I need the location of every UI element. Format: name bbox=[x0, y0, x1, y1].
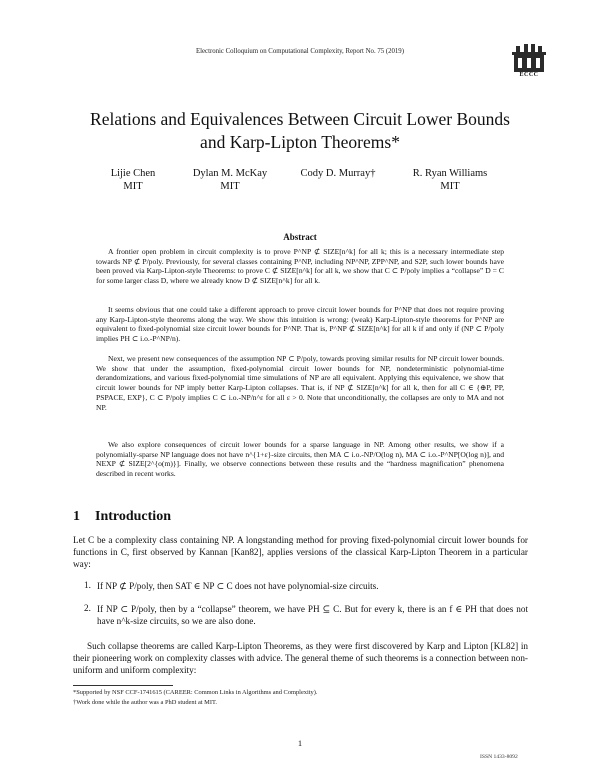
intro-paragraph-2: Such collapse theorems are called Karp-Lipton Theorems, as they were first discovered by Karp and Lipton [KL82] in their pioneering work on complexity classes with advice. The general theme of such theorems is a connection between non-uniform and uniform complexity: bbox=[73, 641, 528, 676]
author-name: Lijie Chen bbox=[110, 168, 156, 179]
logo-caption: ECCC bbox=[519, 72, 539, 78]
abstract-paragraph-3: Next, we present new consequences of the assumption NP ⊂ P/poly, towards proving similar results for NP circuit lower bounds. We show that under the assumption, fixed-polynomial circuit lower bounds for NP, nondeterministic polynomial-time derandomizations, and various fixed-polynomial time simulations of NP are all equivalent. Applying this equivalence, we show that circuit lower bounds for NP imply better Karp-Lipton collapses. That is, if NP ⊄ SIZE[n^k] for all k, then for all C ∈ {⊕P, PP, PSPACE, EXP}, C ⊂ P/poly implies C ⊂ i.o.-NP/n^ε for all ε > 0. Note that unconditionally, the collapses are only to MA and not NP. bbox=[96, 354, 504, 412]
list-number-2: 2. bbox=[84, 603, 91, 613]
page-number: 1 bbox=[297, 738, 303, 748]
author-4 bbox=[390, 167, 510, 193]
section-heading bbox=[73, 509, 171, 525]
section-number: 1 bbox=[73, 509, 80, 524]
title-line-1: Relations and Equivalences Between Circuit Lower Bounds bbox=[90, 109, 510, 129]
author-affiliation: MIT bbox=[440, 181, 460, 192]
list-item-1: If NP ⊄ P/poly, then SAT ∈ NP ⊂ C does not have polynomial-size circuits. bbox=[97, 581, 379, 591]
author-2 bbox=[170, 167, 290, 193]
author-3 bbox=[278, 167, 398, 180]
abstract-paragraph-4: We also explore consequences of circuit lower bounds for a sparse language in NP. Among other results, we show if a polynomially-sparse NP language does not have n^{1+ε}-size circuits, then MA ⊂ i.o.-NP/O(log n), MA ⊂ i.o.-P^NP[O(log n)], and NEXP ⊄ SIZE[2^{o(m)}]. Finally, we observe connections between these results and the “hardness magnification” phenomena described in recent works. bbox=[96, 440, 504, 479]
paper-title bbox=[60, 108, 540, 154]
author-name: R. Ryan Williams bbox=[412, 168, 488, 179]
author-name: Dylan M. McKay bbox=[192, 168, 268, 179]
footnote-2: †Work done while the author was a PhD student at MIT. bbox=[73, 699, 218, 706]
footnote-1: *Supported by NSF CCF-1741615 (CAREER: Common Links in Algorithms and Complexity). bbox=[73, 689, 318, 696]
eccc-logo-icon bbox=[510, 42, 548, 76]
section-title: Introduction bbox=[95, 509, 171, 524]
abstract-paragraph-1: A frontier open problem in circuit complexity is to prove P^NP ⊄ SIZE[n^k] for all k; this is a necessary intermediate step towards NP ⊄ P/poly. Previously, for several classes containing P^NP, including NP^NP, ZPP^NP, and S2P, such lower bounds have been proved via Karp-Lipton-style Theorems: to prove C ⊄ SIZE[n^k] for all k, we show that C ⊂ P/poly implies a “collapse” D = C for some larger class D, where we already know D ⊄ SIZE[n^k] for all k. bbox=[96, 247, 504, 286]
abstract-paragraph-2: It seems obvious that one could take a different approach to prove circuit lower bounds for P^NP that does not require proving any Karp-Lipton-style theorems along the way. We show this intuition is wrong: (weak) Karp-Lipton-style theorems for P^NP are equivalent to fixed-polynomial size circuit lower bounds for P^NP. That is, P^NP ⊄ SIZE[n^k] for all k if and only if (NP ⊂ P/poly implies PH ⊂ i.o.-P^NP/n). bbox=[96, 305, 504, 344]
author-name: Cody D. Murray† bbox=[300, 168, 376, 179]
author-affiliation: MIT bbox=[220, 181, 240, 192]
journal-header: Electronic Colloquium on Computational Complexity, Report No. 75 (2019) bbox=[196, 48, 404, 55]
list-number-1: 1. bbox=[84, 580, 91, 590]
intro-paragraph-1: Let C be a complexity class containing NP. A longstanding method for proving fixed-polynomial circuit lower bounds for functions in C, first observed by Kannan [Kan82], applies versions of the classical Karp-Lipton Theorem in a particular way: bbox=[73, 535, 528, 570]
footnote-rule bbox=[73, 685, 173, 686]
list-item-2: If NP ⊂ P/poly, then by a “collapse” theorem, we have PH ⊆ C. But for every k, there is an f ∈ PH that does not have n^k-size circuits, so we are also done. bbox=[97, 604, 528, 627]
abstract-heading: Abstract bbox=[283, 232, 317, 242]
issn-label: ISSN 1433-8092 bbox=[480, 754, 518, 760]
author-affiliation: MIT bbox=[123, 181, 143, 192]
title-line-2: and Karp-Lipton Theorems* bbox=[200, 132, 400, 152]
